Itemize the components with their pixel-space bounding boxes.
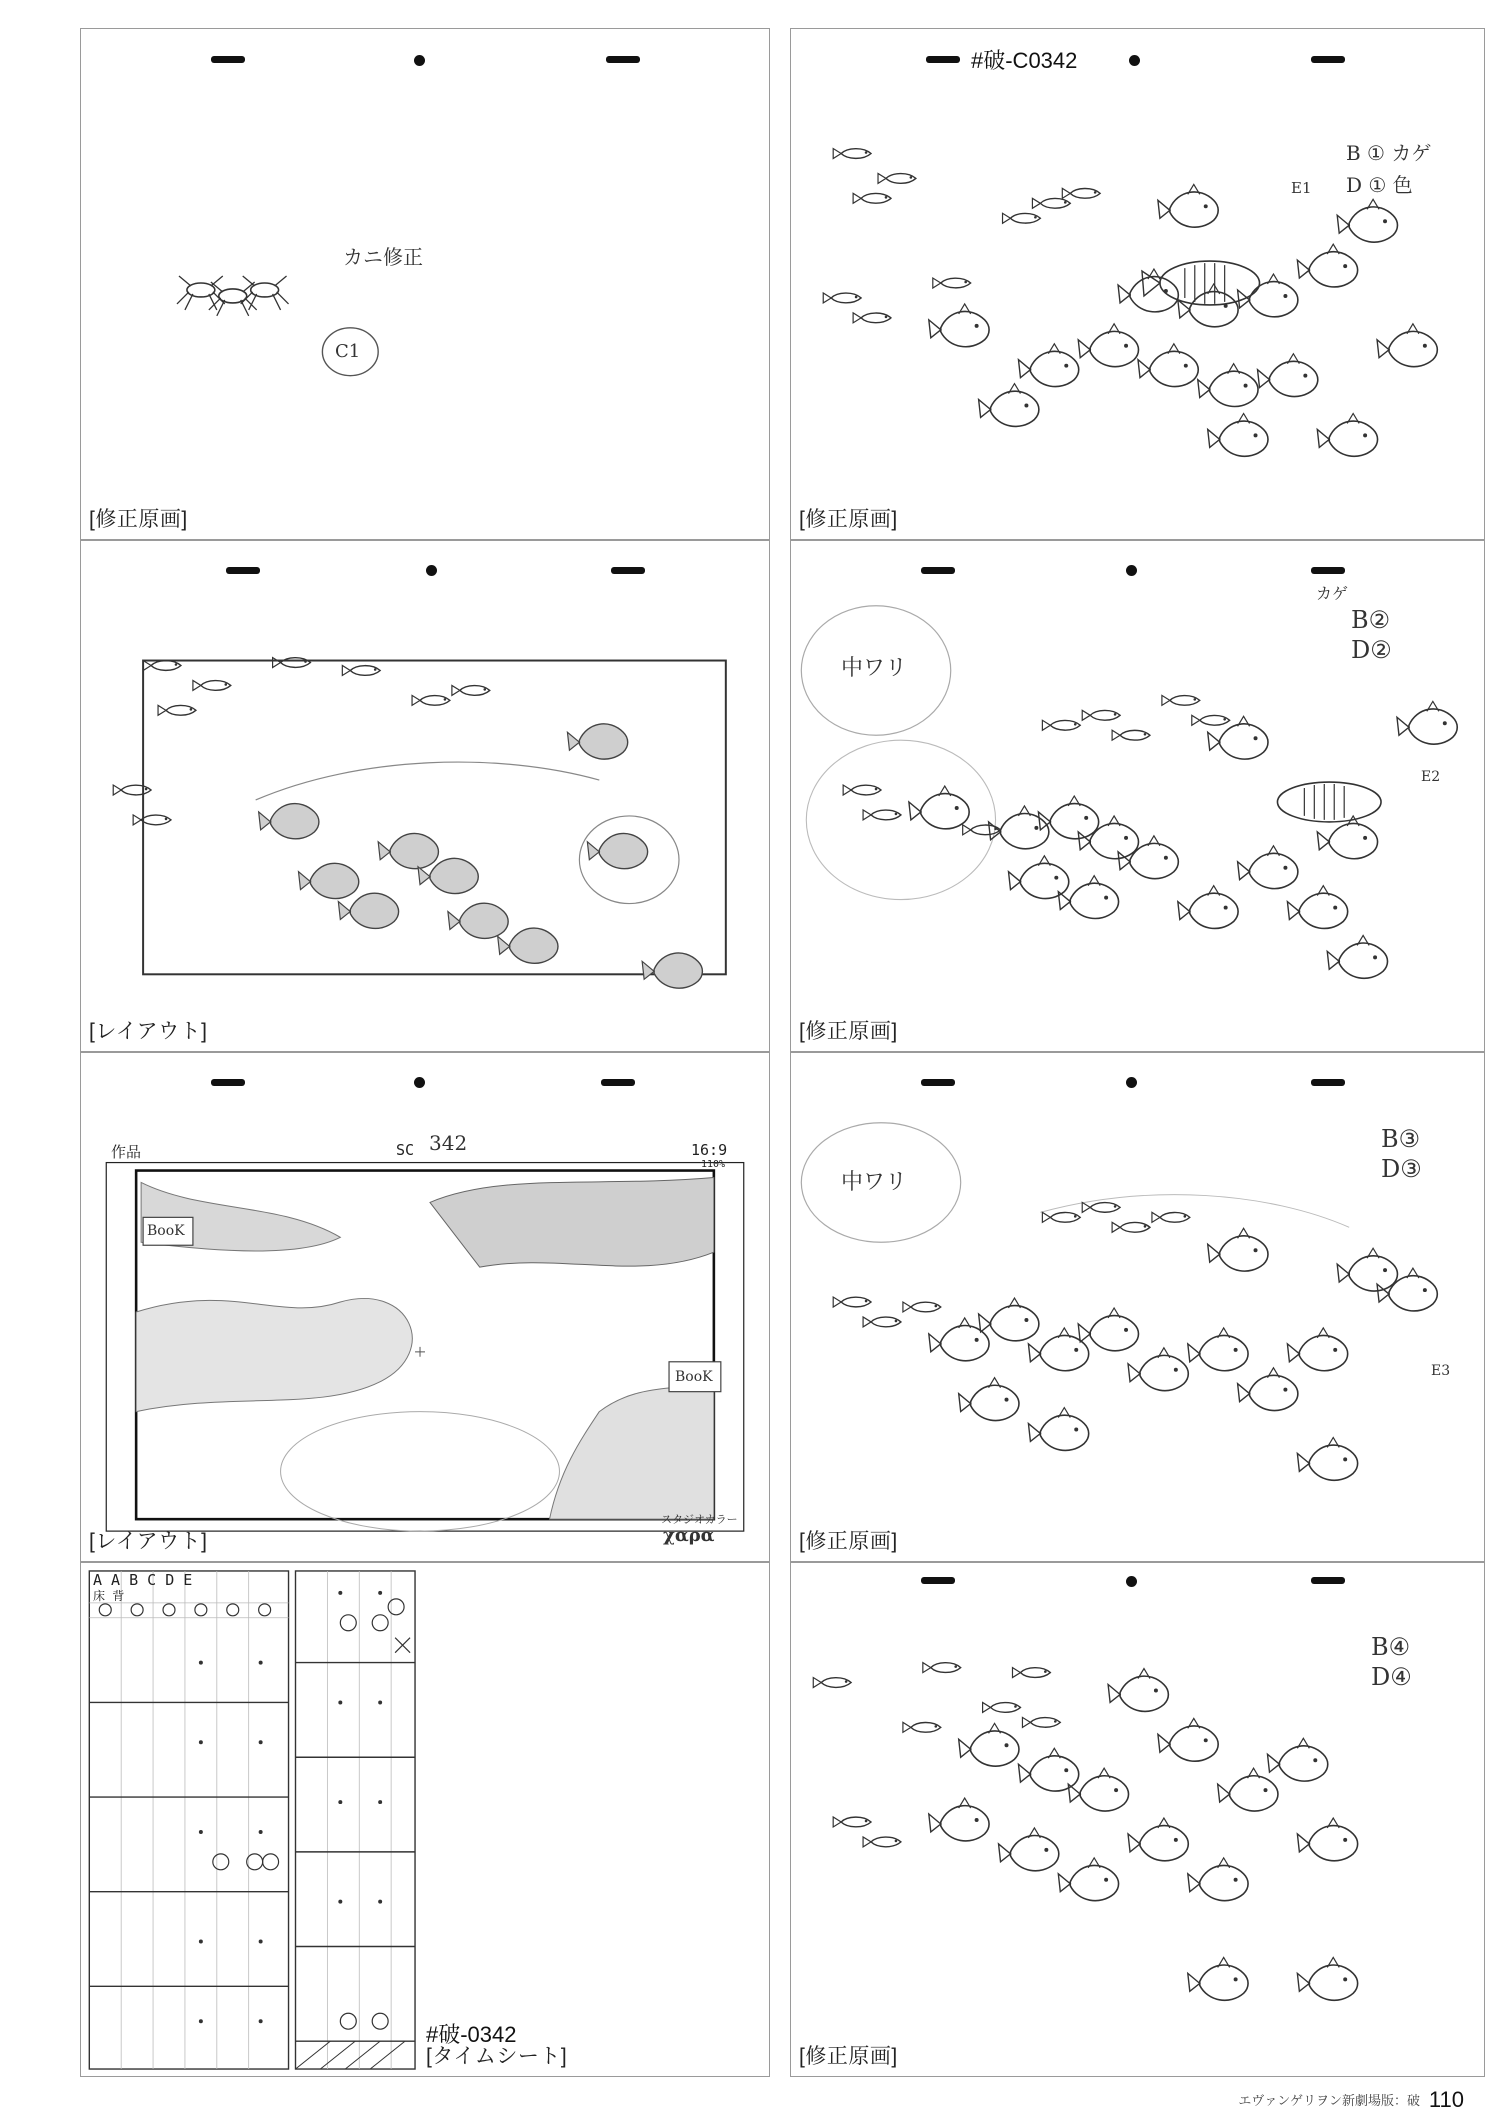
panel-caption: [修正原画]: [799, 1530, 898, 1553]
book-label: BooK: [147, 1223, 185, 1239]
layout-work-label: 作品: [111, 1143, 142, 1161]
annotation-e3: E3: [1431, 1363, 1451, 1379]
panel-caption: [修正原画]: [799, 2045, 898, 2068]
layout-sc-label: SC: [396, 1141, 415, 1159]
timesheet-columns: A A B C D E: [93, 1571, 193, 1589]
book-title: エヴァンゲリヲン新劇場版：破: [1238, 2093, 1420, 2108]
panel-8: [790, 1562, 1485, 2077]
panel-3: [80, 540, 770, 1052]
annotation-split: 中ワリ: [841, 1170, 908, 1195]
layout-ratio: 16:9: [691, 1141, 728, 1159]
annotation-b2: B②: [1351, 606, 1391, 634]
annotation-d: D ① 色: [1346, 173, 1413, 197]
annotation-d4: D④: [1371, 1663, 1412, 1691]
crab-sketch: [81, 29, 769, 539]
book-label: BooK: [675, 1369, 713, 1385]
studio-logo: χαρα: [663, 1525, 715, 1546]
annotation-e1: E1: [1291, 179, 1312, 197]
background-layout-sketch: [81, 1053, 769, 1561]
page-number: 110: [1428, 2087, 1464, 2112]
annotation-split: 中ワリ: [841, 656, 908, 681]
annotation-d3: D③: [1381, 1155, 1422, 1183]
annotation-d2: D②: [1351, 636, 1392, 664]
fish-school-sketch: [791, 29, 1484, 539]
annotation-crab-fix: カニ修正: [343, 245, 423, 269]
layout-sc-number: 342: [429, 1131, 468, 1155]
panel-7: [80, 1562, 770, 2077]
panel-caption: [タイムシート]: [426, 2045, 568, 2068]
annotation-e2: E2: [1421, 769, 1441, 785]
studio-name: スタジオカラー: [661, 1514, 738, 1526]
layout-sketch: [81, 541, 769, 1051]
annotation-cel-label: C1: [335, 341, 361, 362]
timesheet-subheader: 床 背: [93, 1589, 125, 1603]
panel-caption: [修正原画]: [89, 508, 188, 531]
annotation-b4: B④: [1371, 1633, 1411, 1661]
panel-caption: [レイアウト]: [89, 1020, 208, 1043]
annotation-b: B ① カゲ: [1346, 141, 1432, 165]
panel-1: [80, 28, 770, 540]
panel-6: [790, 1052, 1485, 1562]
panel-5: [80, 1052, 770, 1562]
annotation-b3: B③: [1381, 1125, 1421, 1153]
layout-percent: 110%: [701, 1159, 726, 1170]
scene-number: #破-C0342: [971, 48, 1078, 73]
scene-number: #破-0342: [426, 2022, 517, 2047]
panel-2: [790, 28, 1485, 540]
panel-4: [790, 540, 1485, 1052]
panel-caption: [修正原画]: [799, 1020, 898, 1043]
timesheet-grid: [81, 1563, 769, 2076]
annotation-shadow: カゲ: [1316, 584, 1349, 603]
panel-caption: [レイアウト]: [89, 1530, 208, 1553]
panel-caption: [修正原画]: [799, 508, 898, 531]
